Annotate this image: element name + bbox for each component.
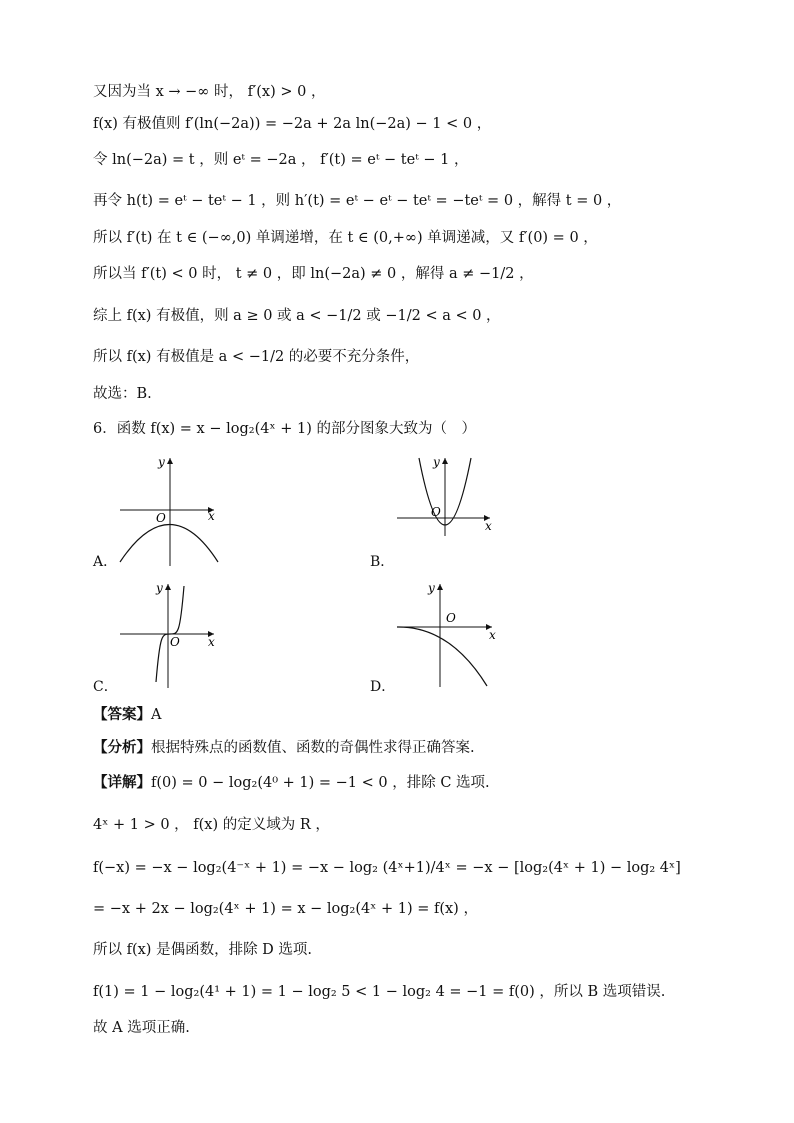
detail-line <box>93 773 490 793</box>
detail-step: f(1) = 1 − log₂(4¹ + 1) = 1 − log₂ 5 < 1 − log₂ 4 = −1 = f(0) ，所以 B 选项错误. <box>93 984 666 1000</box>
solution-line: 所以 f(x) 有极值是 a < −1/2 的必要不充分条件， <box>93 349 420 365</box>
detail-tag: 【详解】 <box>93 774 151 791</box>
answer-text: A <box>151 707 162 723</box>
x-label: x <box>208 509 215 523</box>
solution-line: 综上 f(x) 有极值，则 a ≥ 0 或 a < −1/2 或 −1/2 < a < 0 ， <box>93 308 501 324</box>
origin-label: O <box>170 635 180 649</box>
answer-tag: 【答案】 <box>93 706 151 723</box>
y-label: y <box>433 455 440 469</box>
y-arrow-icon <box>442 458 448 464</box>
option-a-label: A． <box>93 554 118 570</box>
x-label: x <box>485 519 492 533</box>
y-arrow-icon <box>437 584 443 590</box>
detail-step: 所以 f(x) 是偶函数，排除 D 选项. <box>93 942 313 958</box>
question-text: 6．函数 f(x) = x − log₂(4ˣ + 1) 的部分图象大致为（ ） <box>93 421 476 437</box>
graph-option-a <box>118 452 228 567</box>
origin-label: O <box>156 511 166 525</box>
detail-text: f(0) = 0 − log₂(4⁰ + 1) = −1 < 0 ，排除 C 选项. <box>151 775 490 791</box>
x-label: x <box>489 628 496 642</box>
origin-label: O <box>431 505 441 519</box>
solution-line: f(x) 有极值则 f′(ln(−2a)) = −2a + 2a ln(−2a) − 1 < 0 ， <box>93 116 492 132</box>
y-arrow-icon <box>167 458 173 464</box>
analysis-text: 根据特殊点的函数值、函数的奇偶性求得正确答案. <box>151 740 475 756</box>
solution-line: 令 ln(−2a) = t ，则 eᵗ = −2a ， f′(t) = eᵗ − teᵗ − 1 ， <box>93 152 469 168</box>
detail-step: f(−x) = −x − log₂(4⁻ˣ + 1) = −x − log₂ (4ˣ+1)/4ˣ = −x − [log₂(4ˣ + 1) − log₂ 4ˣ] <box>93 860 681 876</box>
x-label: x <box>208 635 215 649</box>
option-d-label: D． <box>370 679 396 695</box>
solution-line: 所以当 f′(t) < 0 时， t ≠ 0 ，即 ln(−2a) ≠ 0 ，解得 a ≠ −1/2 ， <box>93 266 534 282</box>
option-b-label: B． <box>370 554 395 570</box>
analysis-line <box>93 738 475 758</box>
y-label: y <box>158 455 165 469</box>
function-curve <box>120 525 218 563</box>
graph-option-d <box>395 578 500 688</box>
analysis-tag: 【分析】 <box>93 739 151 756</box>
solution-line: 故选：B. <box>93 386 152 402</box>
solution-line: 所以 f′(t) 在 t ∈ (−∞,0) 单调递增，在 t ∈ (0,+∞) 单调递减，又 f′(0) = 0 ， <box>93 230 598 246</box>
y-arrow-icon <box>165 584 171 590</box>
detail-step: 4ˣ + 1 > 0 ， f(x) 的定义域为 R ， <box>93 817 330 833</box>
y-label: y <box>428 581 435 595</box>
graph-option-c <box>118 578 228 690</box>
graph-option-b <box>395 452 500 537</box>
solution-line: 又因为当 x → −∞ 时， f′(x) > 0 ， <box>93 84 326 100</box>
origin-label: O <box>446 611 456 625</box>
answer-line <box>93 705 161 725</box>
y-label: y <box>156 581 163 595</box>
detail-step: 故 A 选项正确. <box>93 1020 190 1036</box>
solution-line: 再令 h(t) = eᵗ − teᵗ − 1 ，则 h′(t) = eᵗ − eᵗ − teᵗ = −teᵗ = 0 ，解得 t = 0 ， <box>93 193 622 209</box>
function-curve <box>397 627 487 686</box>
detail-step: = −x + 2x − log₂(4ˣ + 1) = x − log₂(4ˣ + 1) = f(x) ， <box>93 901 478 917</box>
option-c-label: C． <box>93 679 118 695</box>
